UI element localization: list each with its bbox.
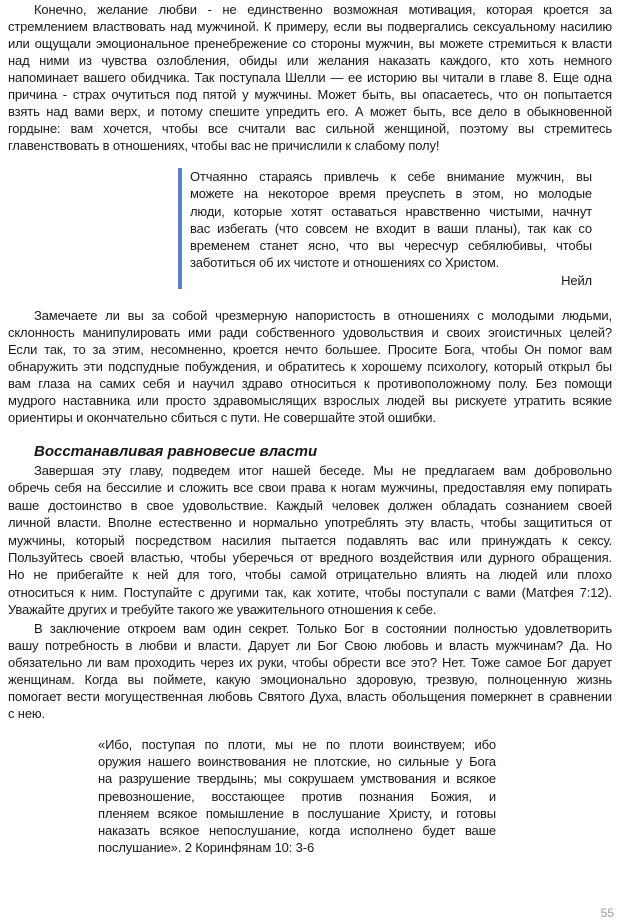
text-line: послушание». 2 Коринфянам 10: 3-6 (98, 840, 315, 856)
paragraph-assertiveness (8, 307, 612, 426)
text-line: мужчины, который посредством насилия пытается подавлять вас или принуждать к сексу. (8, 532, 612, 548)
text-line: Если так, то за этим, несомненно, кроется нечто большее. Просите Бога, чтобы Он помог вам (8, 342, 612, 357)
quote-author: Нейл (561, 272, 592, 288)
text-line: Но не прибегайте к ней для того, чтобы самой отрицательно влиять на людей или плохо (8, 567, 612, 583)
text-line: напоминает вашего обидчика. Так поступала Шелли — ее историю вы читали в главе 8. Еще одна (8, 70, 612, 85)
text-line: женщинам. Когда вы поймете, какую эмоционально здоровую, трезвую, полноценную жизнь (8, 672, 612, 687)
text-line: пленяем всякое помышление в послушание Христу, и готовы (98, 805, 496, 821)
text-line: превозношение, восстающее против познания Божия, и (98, 788, 496, 804)
text-line: обязательно ли вам проходить через их руки, чтобы обрести все это? Нет. Тоже самое Бог дарует (8, 655, 612, 670)
text-line: обнаружить эти подспудные побуждения, и обратитесь к хорошему психологу, который открыл бы (8, 359, 612, 374)
text-line: оружия нашего воинствования не плотские, но сильные у Бога (98, 754, 496, 770)
text-line: Замечаете ли вы за собой чрезмерную напористость в отношениях с молодыми людьми, (34, 308, 612, 323)
text-line: помогает вести могущественная любовь Святого Духа, власть обольщения померкнет в сравнении (8, 689, 612, 704)
text-line: главенствовать в отношениях, чтобы вас не причислили к слабому полу! (8, 138, 440, 153)
text-line: «Ибо, поступая по плоти, мы не по плоти воинствуем; ибо (98, 737, 496, 752)
text-line: склонность манипулировать ими ради собственного удовольствия и своих эгоистичных целей? (8, 325, 612, 340)
text-line: можете на некоторое время преуспеть в этом, но молодые (190, 186, 592, 202)
pull-quote-neil (178, 168, 592, 289)
text-line: вам глаза на самих себя и научил здраво относиться к противоположному полу. Без помощи (8, 376, 612, 391)
text-line: причина - страх очутиться под пятой у мужчины. Может быть, вы опасаетесь, что он попытается (8, 87, 612, 102)
text-line: Конечно, желание любви - не единственно возможная мотивация, которая кроется за (34, 2, 612, 17)
text-line: Пользуйтесь своей властью, чтобы уберечься от вредного воздействия или дурного обращения. (8, 549, 612, 565)
text-line: относиться к ним. Поступайте с другими так, как хотите, чтобы поступали с вами (Матфея 7:12). (8, 584, 612, 600)
page-number: 55 (600, 906, 614, 920)
text-line: над ними из чувства озлобления, обиды или желания наказать каждого, кто хоть немного (8, 53, 612, 68)
text-line: на разрушение твердынь; мы сокрушаем умствования и всякое (98, 771, 496, 787)
paragraph-balance (8, 462, 612, 619)
text-line: вашу потребность в любви и власти. Дарует ли Бог Свою любовь и власть мужчинам? Да. Но (8, 638, 612, 653)
text-line: гордыне: вам хочется, чтобы все считали вас сильной женщиной, поэтому вы стремитесь (8, 121, 612, 136)
paragraph-secret (8, 620, 612, 722)
text-line: или ощущали эмоциональное пренебрежение со стороны мужчин, вы можете стремиться к власти (8, 36, 612, 51)
text-line: мудрого наставника или просто здравомыслящих взрослых людей вы рискуете утратить всякие (8, 393, 612, 408)
text-line: вас избегать (что совсем не входит в ваши планы), так как со (190, 220, 592, 236)
text-line: заботиться об их чистоте и отношениях со Христом. (190, 255, 500, 271)
text-line: личной власти. Вполне естественно и нормально употреблять эту власть, чтобы защититься от (8, 515, 612, 531)
text-line: В заключение откроем вам один секрет. Только Бог в состоянии полностью удовлетворить (34, 621, 612, 636)
text-line: Уважайте других и требуйте такого же уважительного отношения к себе. (8, 602, 437, 618)
text-line: ориентиры и окончательно сбиться с пути. Не совершайте этой ошибки. (8, 410, 436, 425)
paragraph-motivation (8, 1, 612, 154)
text-line: наказать всякое непослушание, когда исполнено будет ваше (98, 822, 496, 838)
text-line: Завершая эту главу, подведем итог нашей беседе. Мы не предлагаем вам добровольно (34, 463, 612, 478)
text-line: временем станет ясно, что вы чересчур себялюбивы, чтобы (190, 238, 592, 254)
text-line: взять над вами верх, и потому спешите упредить его. А может быть, все дело в обыкновенной (8, 104, 612, 119)
text-line: с нею. (8, 706, 45, 721)
text-line: Отчаянно стараясь привлечь к себе внимание мужчин, вы (190, 169, 592, 184)
section-heading: Восстанавливая равновесие власти (34, 443, 318, 460)
text-line: стремлением властвовать над мужчиной. К примеру, если вы подвергались сексуальному насилию (8, 19, 612, 34)
text-line: ваше достоинство в свое удовольствие. Каждый человек должен обладать сознанием своей (8, 497, 612, 513)
text-line: обречь себя на бессилие и сложить все свои права к ногам мужчины, предоставляя ему попирать (8, 480, 612, 496)
text-line: люди, которые хотят оставаться нравственно чистыми, начнут (190, 203, 592, 219)
scripture-quote (98, 736, 496, 856)
